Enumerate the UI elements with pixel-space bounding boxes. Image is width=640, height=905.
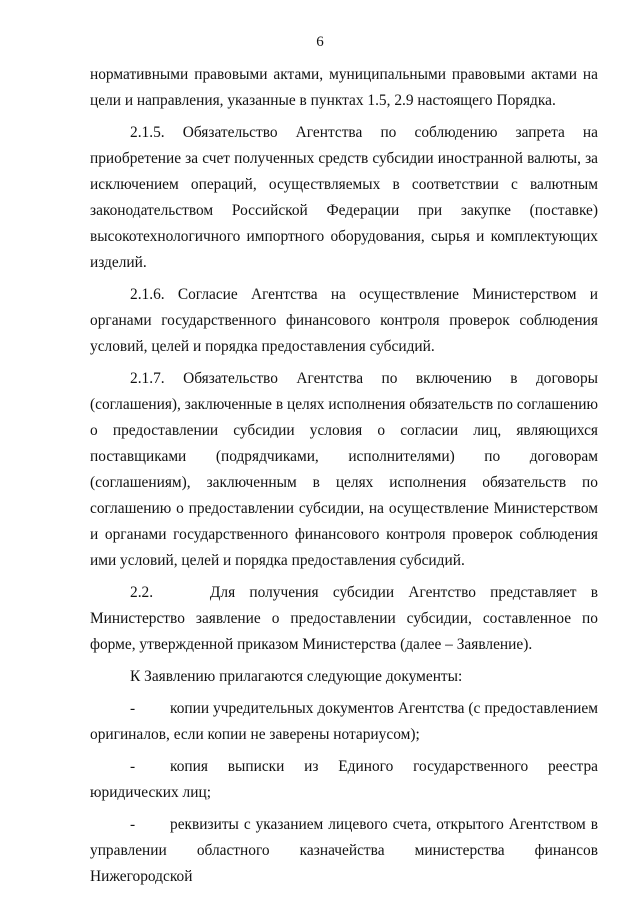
list-marker: - [130,700,136,717]
list-marker: - [130,758,136,775]
list-item-text: копии учредительных документов Агентства (с предоставлением оригиналов, если копии не заверены нотариусом); [90,700,598,743]
page-number: 6 [316,34,324,50]
list-marker: - [130,816,136,833]
paragraph-2-2: 2.2. Для получения субсидии Агентство представляет в Министерство заявление о предоставлении субсидии, составленное по форме, утвержденной приказом Министерства (далее – Заявление). [90,584,598,653]
list-item [90,754,598,806]
paragraph-2-1-6: 2.1.6. Согласие Агентства на осуществление Министерством и органами государственного финансового контроля проверок соблюдения условий, целей и порядка предоставления субсидий. [90,286,598,355]
document-body [90,62,598,890]
paragraph-2-1-7: 2.1.7. Обязательство Агентства по включению в договоры (соглашения), заключенные в целях исполнения обязательств по соглашению о предоставлении субсидии условия о согласии лиц, являющихся поставщиками (подрядчиками, исполнителями) по договорам (соглашениям), заключенным в целях исполнения обязательств по соглашению о предоставлении субсидии, на осуществление Министерством и органами государственного финансового контроля проверок соблюдения ими условий, целей и порядка предоставления субсидий. [90,370,598,569]
paragraph-attachments-intro: К Заявлению прилагаются следующие документы: [130,668,463,685]
paragraph-continuation: нормативными правовыми актами, муниципальными правовыми актами на цели и направления, указанные в пунктах 1.5, 2.9 настоящего Порядка. [90,66,598,109]
list-item [90,812,598,890]
list-item-text: реквизиты с указанием лицевого счета, открытого Агентством в управлении областного казначейства министерства финансов Нижегородской [90,816,598,885]
list-item [90,696,598,748]
list-item-text: копия выписки из Единого государственного реестра юридических лиц; [90,758,598,801]
paragraph-2-1-5: 2.1.5. Обязательство Агентства по соблюдению запрета на приобретение за счет полученных средств субсидии иностранной валюты, за исключением операций, осуществляемых в соответствии с валютным законодательством Российской Федерации при закупке (поставке) высокотехнологичного импортного оборудования, сырья и комплектующих изделий. [90,124,598,271]
